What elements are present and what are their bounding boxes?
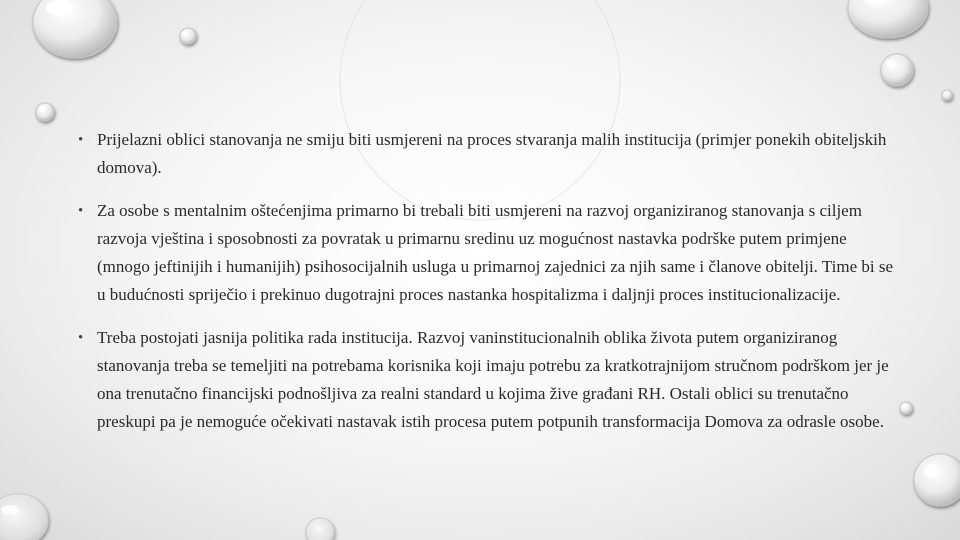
water-drop [848, 0, 928, 38]
bullet-text: Treba postojati jasnija politika rada institucija. Razvoj vaninstitucionalnih oblika života putem organiziranog stanovanja treba se temeljiti na potrebama korisnika koji imaju potrebu za kratkotrajnijom stručnom podrškom jer je ona trenutačno financijski podnošljiva za realni standard u kojima žive građani RH. Ostali oblici su trenutačno preskupi pa je nemoguće očekivati nastavak istih procesa putem potpunih transformacija Domova za odrasle osobe. [97, 328, 889, 431]
bullet-marker: • [78, 330, 84, 346]
bullet-list [78, 126, 898, 451]
bullet-item [78, 324, 898, 436]
bullet-marker: • [78, 132, 84, 148]
water-drop [942, 90, 952, 100]
water-drop [180, 28, 196, 44]
water-drop [881, 54, 913, 86]
bullet-item [78, 126, 898, 182]
bullet-text: Prijelazni oblici stanovanja ne smiju biti usmjereni na proces stvaranja malih institucija (primjer ponekih obiteljskih domova). [97, 130, 887, 177]
water-drop [306, 518, 334, 540]
bullet-text: Za osobe s mentalnim oštećenjima primarno bi trebali biti usmjereni na razvoj organiziranog stanovanja s ciljem razvoja vještina i sposobnosti za povratak u primarnu sredinu uz mogućnost nastavka podrške putem primjene (mnogo jeftinijih i humanijih) psihosocijalnih usluga u primarnoj zajednici za njih same i članove obitelji. Time bi se u budućnosti spriječio i prekinuo dugotrajni proces nastanka hospitalizma i daljnji proces institucionalizacije. [97, 201, 894, 304]
bullet-item [78, 197, 898, 309]
water-drop [33, 0, 117, 58]
water-drop [914, 454, 960, 506]
water-drop [900, 402, 912, 414]
water-drop [0, 494, 48, 540]
bullet-marker: • [78, 203, 84, 219]
water-drop [36, 103, 54, 121]
